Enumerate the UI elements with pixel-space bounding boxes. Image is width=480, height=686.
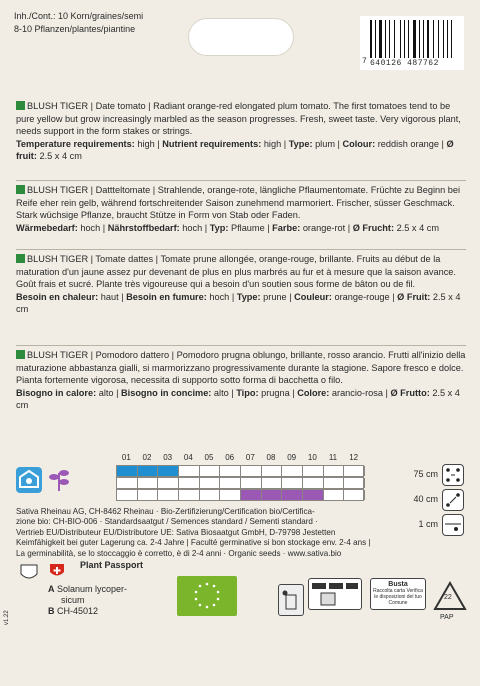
section-attributes bbox=[16, 291, 466, 316]
barcode bbox=[360, 16, 464, 70]
calendar-month-label: 10 bbox=[307, 453, 317, 462]
attribute-key: Typ: bbox=[209, 222, 229, 233]
attribute-value: hoch | bbox=[179, 222, 210, 233]
row-spacing-icon bbox=[442, 464, 464, 486]
calendar-month-label: 11 bbox=[328, 453, 338, 462]
company-address bbox=[16, 507, 466, 559]
busta-title: Busta bbox=[388, 581, 408, 588]
attribute-value: hoch | bbox=[206, 291, 237, 302]
barcode-bar bbox=[383, 20, 384, 58]
attribute-key: Besoin en chaleur: bbox=[16, 291, 99, 302]
eu-flag-icon bbox=[18, 562, 40, 584]
calendar-cell bbox=[117, 478, 138, 488]
attribute-key: Tipo: bbox=[236, 387, 259, 398]
version-label: v1.22 bbox=[4, 610, 10, 625]
calendar-cell bbox=[303, 466, 324, 476]
barcode-bar bbox=[406, 20, 407, 58]
section-italian bbox=[16, 349, 466, 412]
address-line: La germinabilità, se lo stoccaggio è corretto, è di 2-4 anni · Organic seeds · www.sativa.bio bbox=[16, 548, 342, 558]
calendar-cell bbox=[138, 490, 159, 500]
calendar-cell bbox=[282, 490, 303, 500]
calendar-month-label: 04 bbox=[183, 453, 193, 462]
calendar-cell bbox=[324, 478, 345, 488]
attribute-key: Ø Frutto: bbox=[390, 387, 430, 398]
calendar-cell bbox=[344, 466, 365, 476]
barcode-bar bbox=[373, 20, 374, 58]
plant-icon bbox=[46, 465, 72, 491]
calendar-cell bbox=[200, 478, 221, 488]
passport-b: B CH-45012 bbox=[48, 606, 99, 616]
attribute-key: Bisogno in concime: bbox=[121, 387, 212, 398]
bin-icon bbox=[278, 584, 304, 616]
contents-info bbox=[14, 10, 143, 36]
bullet-square bbox=[16, 254, 25, 263]
calendar-month-label: 03 bbox=[163, 453, 173, 462]
busta-box bbox=[370, 578, 426, 610]
barcode-bar bbox=[402, 20, 403, 58]
attribute-key: Bisogno in calore: bbox=[16, 387, 97, 398]
barcode-bar bbox=[389, 20, 391, 58]
calendar-cell bbox=[282, 478, 303, 488]
barcode-bar bbox=[425, 20, 426, 58]
barcode-bar bbox=[410, 20, 412, 58]
calendar-cell bbox=[282, 466, 303, 476]
barcode-bar bbox=[385, 20, 386, 58]
attribute-value: hoch | bbox=[77, 222, 108, 233]
attribute-value: haut | bbox=[98, 291, 127, 302]
barcode-bar bbox=[404, 20, 406, 58]
spacing-row bbox=[404, 464, 474, 486]
attribute-value: reddish orange | bbox=[375, 138, 447, 149]
attribute-value: prugna | bbox=[258, 387, 298, 398]
section-attributes bbox=[16, 387, 466, 412]
attribute-key: Temperature requirements: bbox=[16, 138, 135, 149]
greenhouse-icon bbox=[16, 467, 42, 493]
barcode-bar bbox=[434, 20, 437, 58]
barcode-bar bbox=[449, 20, 450, 58]
sorting-icon bbox=[308, 578, 362, 610]
passport-a: A Solanum lycoper- bbox=[48, 584, 128, 594]
passport-a-cont: sicum bbox=[61, 595, 85, 605]
section-attributes bbox=[16, 138, 466, 163]
attribute-value: high | bbox=[134, 138, 163, 149]
barcode-bar bbox=[423, 20, 424, 58]
barcode-bar bbox=[394, 20, 395, 58]
calendar-cell bbox=[324, 490, 345, 500]
calendar-cell bbox=[220, 478, 241, 488]
calendar-cell bbox=[324, 466, 345, 476]
attribute-key: Ø Frucht: bbox=[352, 222, 395, 233]
barcode-bar bbox=[375, 20, 376, 58]
address-line: zione bio: CH-BIO-006 · Standardsaatgut / Semences standard / Sementi standard · bbox=[16, 517, 318, 527]
address-line: Vertrieb EU/Distributeur EU/Distributore UE: Sativa Biosaatgut GmbH, D-79798 Jestetten bbox=[16, 527, 336, 537]
attribute-value: arancio-rosa | bbox=[329, 387, 391, 398]
barcode-bar bbox=[391, 20, 393, 58]
barcode-bar bbox=[440, 20, 442, 58]
calendar-month-label: 01 bbox=[121, 453, 131, 462]
attribute-key: Wärmebedarf: bbox=[16, 222, 78, 233]
calendar-month-label: 07 bbox=[245, 453, 255, 462]
section-attributes bbox=[16, 222, 466, 235]
calendar-cell bbox=[179, 490, 200, 500]
attribute-value: alto | bbox=[211, 387, 237, 398]
calendar-cell bbox=[344, 490, 365, 500]
bullet-square bbox=[16, 101, 25, 110]
bullet-square bbox=[16, 350, 25, 359]
section-description: BLUSH TIGER | Pomodoro dattero | Pomodoro prugna oblungo, brillante, rosso arancio. Frutti all'inizio della maturazione abbastanza gialli, si marmorizzano progressivamente durante la stagione. Sapore fresco e dolce. Pianta fortemente vigorosa, necessita di supporto sotto forma di bacchetta o filo. bbox=[16, 350, 466, 386]
calendar-cell bbox=[220, 490, 241, 500]
plant-passport-title: Plant Passport bbox=[80, 560, 144, 570]
calendar-month-label: 06 bbox=[225, 453, 235, 462]
calendar-row-sowing bbox=[116, 465, 364, 477]
swiss-flag-icon bbox=[48, 562, 66, 580]
pap-code: 22 bbox=[444, 594, 452, 601]
attribute-value: plum | bbox=[312, 138, 343, 149]
sowing-depth-label: 1 cm bbox=[418, 519, 438, 529]
busta-text: Raccolta carta Verifica le disposizioni del tuo Comune bbox=[373, 588, 423, 606]
calendar-cell bbox=[241, 478, 262, 488]
bullet-square bbox=[16, 185, 25, 194]
barcode-bar bbox=[370, 20, 372, 58]
attribute-value: Pflaume | bbox=[228, 222, 273, 233]
attribute-value: 2.5 x 4 cm bbox=[36, 151, 82, 162]
eu-organic-logo bbox=[177, 576, 237, 616]
barcode-bar bbox=[445, 20, 446, 58]
barcode-bar bbox=[451, 20, 452, 58]
barcode-lead-digit: 7 bbox=[362, 57, 367, 66]
calendar-cell bbox=[158, 478, 179, 488]
attribute-value: orange-rot | bbox=[300, 222, 353, 233]
barcode-bar bbox=[413, 20, 416, 58]
barcode-bar bbox=[443, 20, 444, 58]
calendar-month-label: 02 bbox=[142, 453, 152, 462]
attribute-value: prune | bbox=[260, 291, 295, 302]
barcode-bar bbox=[427, 20, 429, 58]
calendar-month-label: 09 bbox=[287, 453, 297, 462]
attribute-key: Farbe: bbox=[272, 222, 301, 233]
attribute-key: Colore: bbox=[297, 387, 330, 398]
contents-line-2: 8-10 Pflanzen/plantes/piantine bbox=[14, 24, 136, 34]
calendar-cell bbox=[262, 490, 283, 500]
calendar-cell bbox=[138, 478, 159, 488]
calendar-month-label: 12 bbox=[349, 453, 359, 462]
attribute-value: alto | bbox=[96, 387, 122, 398]
attribute-key: Colour: bbox=[342, 138, 376, 149]
row-spacing-label: 75 cm bbox=[413, 469, 438, 479]
calendar-row-harvest bbox=[116, 489, 364, 501]
attribute-key: Couleur: bbox=[294, 291, 332, 302]
section-english bbox=[16, 100, 466, 163]
barcode-bar bbox=[377, 20, 379, 58]
contents-line-1: Inh./Cont.: 10 Korn/graines/semi bbox=[14, 11, 144, 21]
address-line: Sativa Rheinau AG, CH-8462 Rheinau · Bio-Zertifizierung/Certification bio/Certifica- bbox=[16, 507, 315, 516]
calendar-cell bbox=[262, 466, 283, 476]
calendar-cell bbox=[179, 478, 200, 488]
calendar-cell bbox=[303, 490, 324, 500]
barcode-bar bbox=[387, 20, 388, 58]
barcode-bar bbox=[447, 20, 449, 58]
attribute-key: Type: bbox=[288, 138, 313, 149]
calendar-cell bbox=[138, 466, 159, 476]
barcode-bar bbox=[379, 20, 382, 58]
calendar-cell bbox=[158, 490, 179, 500]
divider bbox=[16, 180, 466, 181]
attribute-key: Nutrient requirements: bbox=[162, 138, 262, 149]
section-description: BLUSH TIGER | Date tomato | Radiant orange-red elongated plum tomato. The first tomatoes tend to be pure yellow but grow increasingly marbled as the season progresses. Fresh, sweet taste. Very vigorous plant, needs support in the form stakes or strings. bbox=[16, 101, 461, 137]
attribute-value: 2.5 x 4 cm bbox=[394, 222, 439, 233]
barcode-bar bbox=[421, 20, 422, 58]
attribute-key: Besoin en fumure: bbox=[126, 291, 207, 302]
attribute-value: 2.5 x 4 cm bbox=[16, 291, 461, 315]
calendar-cell bbox=[117, 466, 138, 476]
hang-hole bbox=[188, 18, 294, 56]
calendar-month-label: 08 bbox=[266, 453, 276, 462]
barcode-bar bbox=[408, 20, 409, 58]
calendar-cell bbox=[200, 490, 221, 500]
barcode-number: 640126 487762 bbox=[370, 59, 439, 68]
calendar-row-empty bbox=[116, 477, 364, 489]
section-french bbox=[16, 253, 466, 316]
section-german bbox=[16, 184, 466, 234]
barcode-bar bbox=[417, 20, 418, 58]
calendar-month-label: 05 bbox=[204, 453, 214, 462]
calendar-cell bbox=[303, 478, 324, 488]
calendar-cell bbox=[241, 490, 262, 500]
calendar-cell bbox=[344, 478, 365, 488]
barcode-bar bbox=[396, 20, 399, 58]
barcode-bar bbox=[400, 20, 401, 58]
calendar-cell bbox=[200, 466, 221, 476]
header-area bbox=[0, 0, 480, 92]
section-description: BLUSH TIGER | Dattteltomate | Strahlende, orange-rote, längliche Pflaumentomate. Früchte zu Beginn bei Reife eher rein gelb, während fortschreitender Saison zunehmend marmoriert. Frischer, süsser Geschmack. Stark wüchsige Pflanze, braucht Stütze in Form von Stab oder Faden. bbox=[16, 185, 461, 221]
barcode-bars bbox=[370, 20, 456, 58]
attribute-key: Ø Fruit: bbox=[397, 291, 431, 302]
plant-spacing-label: 40 cm bbox=[413, 494, 438, 504]
calendar-cell bbox=[241, 466, 262, 476]
attribute-value: high | bbox=[261, 138, 289, 149]
calendar-cell bbox=[179, 466, 200, 476]
section-description: BLUSH TIGER | Tomate dattes | Tomate prune allongée, orange-rouge, brillante. Fruits au début de la maturation d'un jaune assez pur devenant de plus en plus marbrés au fur et à mesure que la saison avance. Goût frais et sucré. Plante très vigoureuse qui a besoin d'un soutien sous forme de bâton ou de fil. bbox=[16, 254, 456, 290]
barcode-bar bbox=[433, 20, 434, 58]
calendar-cell bbox=[220, 466, 241, 476]
attribute-key: Type: bbox=[236, 291, 261, 302]
attribute-value: 2.5 x 4 cm bbox=[16, 387, 460, 411]
barcode-bar bbox=[419, 20, 421, 58]
calendar-cell bbox=[262, 478, 283, 488]
attribute-key: Nährstoffbedarf: bbox=[107, 222, 180, 233]
pap-label: PAP bbox=[440, 614, 454, 621]
calendar-cell bbox=[158, 466, 179, 476]
barcode-bar bbox=[453, 20, 455, 58]
divider bbox=[16, 249, 466, 250]
calendar-cell bbox=[117, 490, 138, 500]
divider bbox=[16, 345, 466, 346]
attribute-key: Ø fruit: bbox=[16, 138, 454, 162]
attribute-value: orange-rouge | bbox=[331, 291, 398, 302]
barcode-bar bbox=[438, 20, 439, 58]
address-line: Keimfähigkeit bei guter Lagerung ca. 2-4 Jahre | Faculté germinative si bon stockage env. 2-4 ans | bbox=[16, 538, 371, 548]
barcode-bar bbox=[430, 20, 432, 58]
